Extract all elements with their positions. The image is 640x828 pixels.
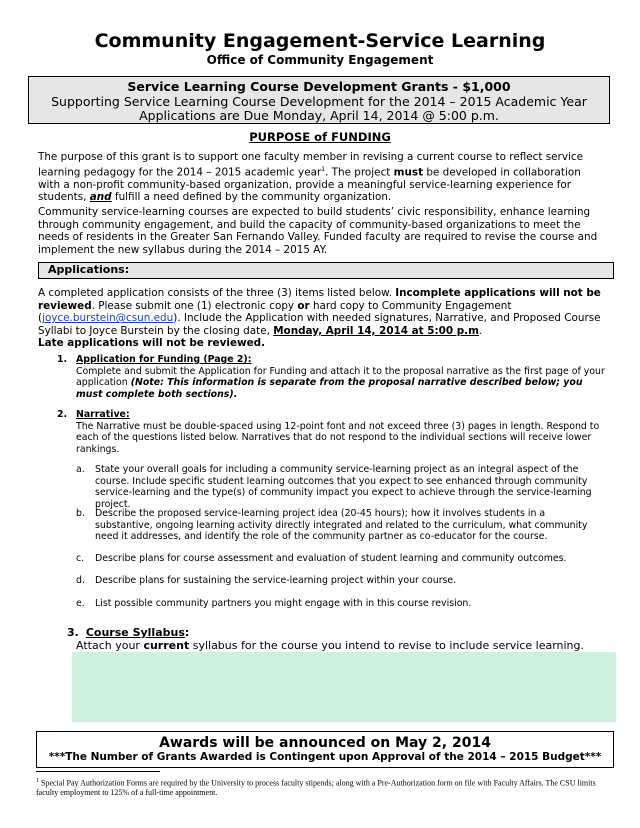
deadline-text: Monday, April 14, 2014 at 5:00 p.m (273, 324, 479, 337)
late-notice: Late applications will not be reviewed. (38, 337, 266, 350)
awards-box (36, 731, 614, 768)
item-number: 2. (57, 409, 68, 420)
item-title: Application for Funding (Page 2): (76, 354, 252, 365)
email-link[interactable]: joyce.burstein@csun.edu (42, 312, 174, 325)
grant-deadline: Applications are Due Monday, April 14, 2014 @ 5:00 p.m. (139, 108, 499, 123)
subitem-text: Describe the proposed service-learning project idea (20-45 hours); how it involves students in a substantive, ongoing learning activity directly integrated and related to the curriculum, what community need it addresses, and identify the role of the community partner as co-educator for the course. (95, 508, 588, 542)
subitem-text: State your overall goals for including a community service-learning project as an integral aspect of the course. Include specific student learning outcomes that you expect to see enhanced through community service-learning and the type(s) of community impact you expect to achieve through the service-learning project. (95, 464, 592, 510)
subitem-text: Describe plans for course assessment and evaluation of student learning and community outcomes. (95, 553, 567, 564)
subitem-letter: e. (76, 598, 85, 609)
list-item: Narrative: The Narrative must be double-spaced using 12-point font and not exceed three (3) pages in length. Respond to each of the questions listed below. Narratives that do not respond to the individual sections will receive lower rankings. (76, 409, 600, 455)
grant-title: Service Learning Course Development Grants - $1,000 (127, 79, 511, 94)
page-subtitle: Office of Community Engagement (206, 53, 434, 67)
syllabus-heading: 3. Course Syllabus: (67, 626, 190, 639)
footnote: $^1$ Special Pay Authorization Forms are required by the University to process faculty stipends; along with a Pre-Authorization form on file with Faculty Affairs. The CSU limits faculty employment to 125% of a full-time appointment. (36, 778, 596, 798)
awards-announcement: Awards will be announced on May 2, 2014 (159, 735, 491, 751)
subitem-letter: c. (76, 553, 85, 564)
awards-budget-note: ***The Number of Grants Awarded is Contingent upon Approval of the 2014 – 2015 Budget*** (48, 751, 602, 763)
grant-info-box (28, 76, 610, 124)
footnote-divider (36, 771, 160, 772)
item-number: 1. (57, 354, 68, 365)
highlight-box (72, 652, 616, 722)
subitem-letter: a. (76, 464, 85, 475)
purpose-paragraph-2: Community service-learning courses are expected to build students’ civic responsibility, enhance learning through community engagement, and build the capacity of community-based organizations to meet the needs of residents in the Greater San Fernando Valley. Funded faculty are required to revise the course and implement the new syllabus during the 2014 – 2015 AY. (38, 206, 598, 256)
applications-paragraph: A completed application consists of the three (3) items listed below. Incomplete applications will not be reviewed. Please submit one (1) electronic copy or hard copy to Community Engagement (joyce.burstein@csun.edu). Include the Application with needed signatures, Narrative, and Proposed Course Syllabi to Joyce Burstein by the closing date, Monday, April 14, 2014 at 5:00 p.m. Late applications will not be reviewed. (38, 287, 601, 350)
subitem-text: Describe plans for sustaining the service-learning project within your course. (95, 575, 457, 586)
page-title: Community Engagement-Service Learning (94, 30, 546, 52)
subitem-letter: b. (76, 508, 85, 519)
footnote-ref: 1 (321, 165, 326, 173)
syllabus-text: Attach your current syllabus for the course you intend to revise to include service learning. (76, 639, 585, 652)
purpose-heading: PURPOSE of FUNDING (249, 130, 391, 144)
purpose-paragraph-1: The purpose of this grant is to support one faculty member in revising a current course to reflect service learning pedagogy for the 2014 – 2015 academic year$^1$. The project must be developed in collaboration with a non-profit community-based organization, provide a meaningful service-learning experience for students, and fulfill a need defined by the community organization. (38, 151, 583, 204)
subitem-letter: d. (76, 575, 85, 586)
subitem-text: List possible community partners you might engage with in this course revision. (95, 598, 472, 609)
grant-period: Supporting Service Learning Course Development for the 2014 – 2015 Academic Year (51, 93, 587, 109)
applications-heading: Applications: (38, 262, 614, 279)
list-item: Application for Funding (Page 2): Complete and submit the Application for Funding and attach it to the proposal narrative as the first page of your application (Note: This information is separate from the proposal narrative described below; you must complete both sections). (76, 354, 605, 400)
item-title: Narrative: (76, 409, 130, 420)
